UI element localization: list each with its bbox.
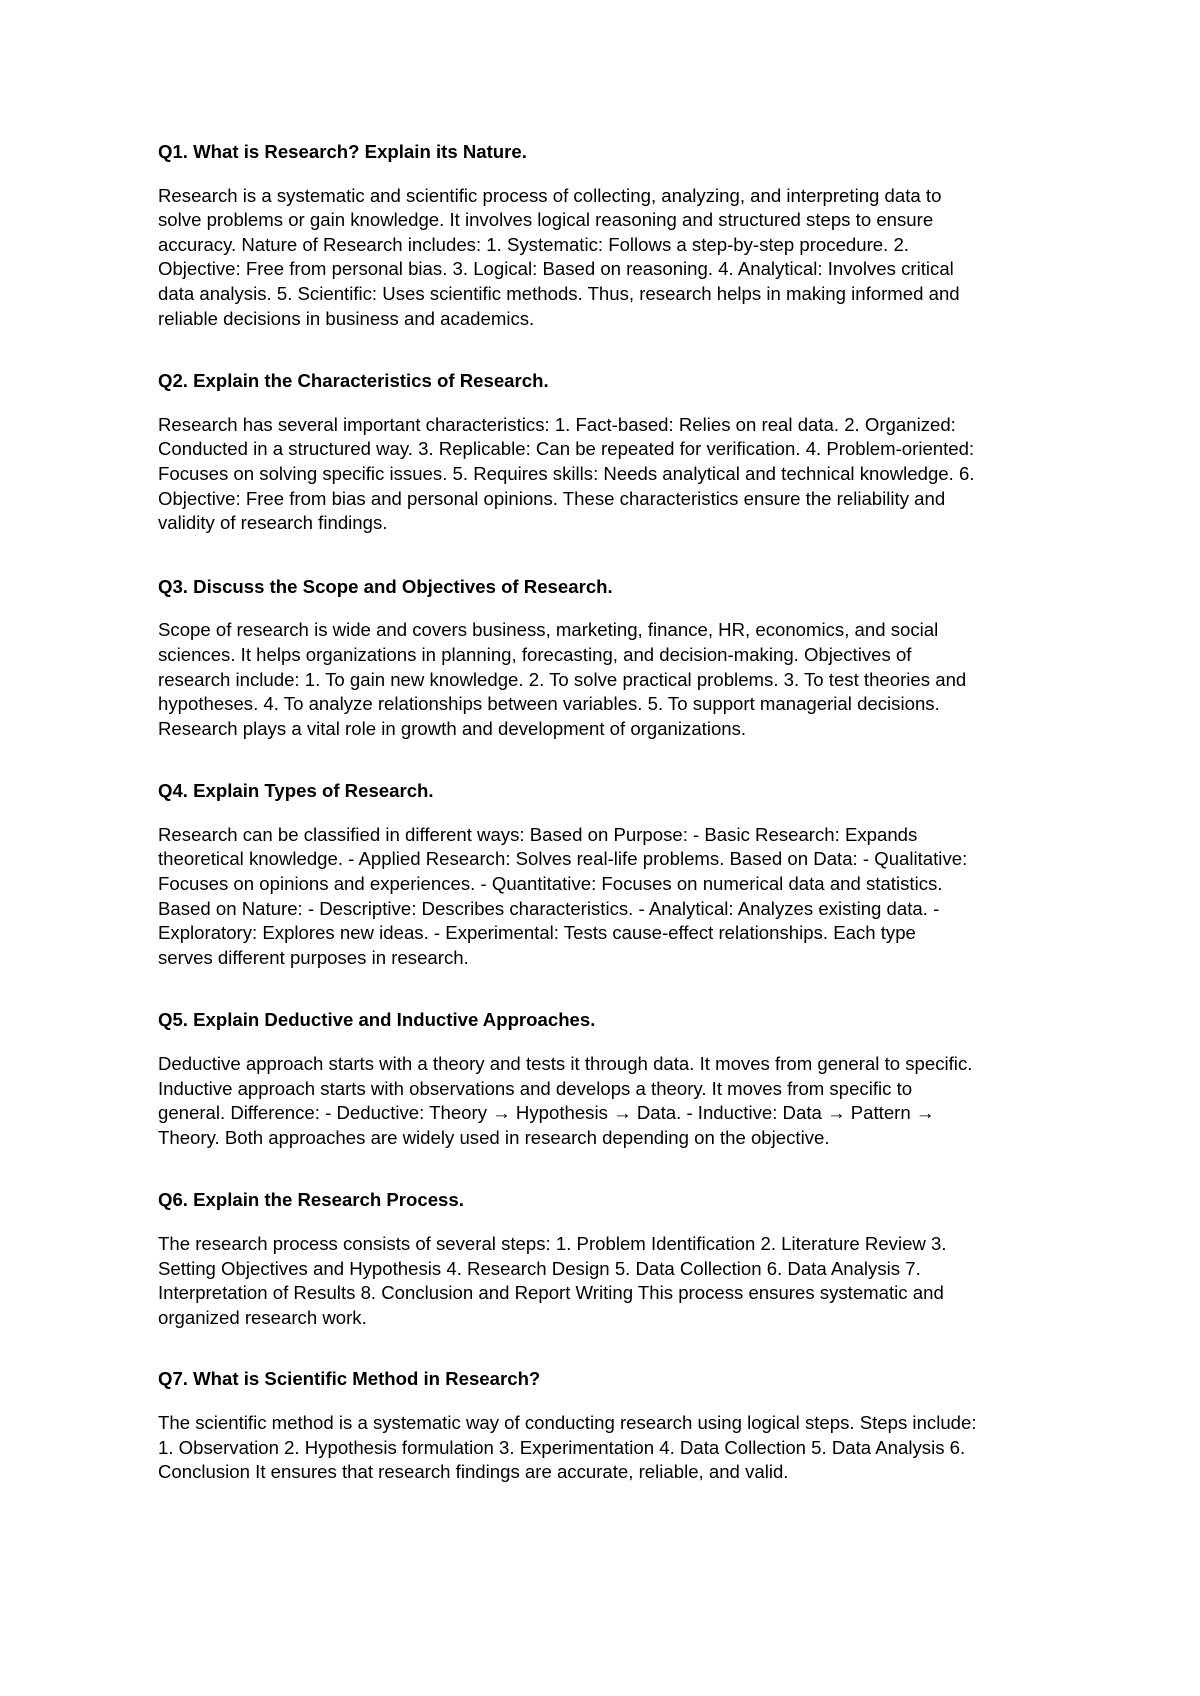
answer-line: accuracy. Nature of Research includes: 1. Systematic: Follows a step-by-step procedure. 2. bbox=[158, 233, 909, 255]
answer-line: organized research work. bbox=[158, 1306, 367, 1328]
answer-paragraph bbox=[158, 618, 1058, 741]
answer-line: Inductive approach starts with observations and develops a theory. It moves from specific to bbox=[158, 1077, 913, 1099]
section-q6 bbox=[158, 1188, 1058, 1330]
section-q2 bbox=[158, 369, 1058, 536]
answer-line: theoretical knowledge. - Applied Research: Solves real-life problems. Based on Data: - Qualitative: bbox=[158, 848, 968, 870]
section-q1 bbox=[158, 140, 1058, 331]
answer-line: 1. Observation 2. Hypothesis formulation 3. Experimentation 4. Data Collection 5. Data Analysis 6. bbox=[158, 1436, 966, 1458]
question-title: Q2. Explain the Characteristics of Research. bbox=[158, 370, 549, 392]
answer-line: hypotheses. 4. To analyze relationships between variables. 5. To support managerial decisions. bbox=[158, 693, 940, 715]
answer-line: Objective: Free from personal bias. 3. Logical: Based on reasoning. 4. Analytical: Involves critical bbox=[158, 258, 954, 280]
answer-line: Theory. Both approaches are widely used in research depending on the objective. bbox=[158, 1126, 830, 1148]
answer-paragraph bbox=[158, 1052, 1058, 1150]
answer-line: data analysis. 5. Scientific: Uses scientific methods. Thus, research helps in making informed and bbox=[158, 282, 960, 304]
answer-line: Based on Nature: - Descriptive: Describes characteristics. - Analytical: Analyzes existing data. - bbox=[158, 897, 940, 919]
answer-line: The research process consists of several steps: 1. Problem Identification 2. Literature Review 3. bbox=[158, 1233, 947, 1254]
answer-paragraph bbox=[158, 823, 1058, 971]
answer-paragraph bbox=[158, 1411, 1058, 1485]
answer-line: Exploratory: Explores new ideas. - Experimental: Tests cause-effect relationships. Each type bbox=[158, 922, 916, 944]
answer-line: research include: 1. To gain new knowledge. 2. To solve practical problems. 3. To test theories and bbox=[158, 668, 967, 690]
answer-line: Research has several important characteristics: 1. Fact-based: Relies on real data. 2. Organized: bbox=[158, 413, 956, 435]
answer-line: Interpretation of Results 8. Conclusion and Report Writing This process ensures systematic and bbox=[158, 1282, 944, 1304]
question-title: Q3. Discuss the Scope and Objectives of Research. bbox=[158, 575, 613, 597]
answer-paragraph bbox=[158, 413, 1058, 536]
answer-line: serves different purposes in research. bbox=[158, 946, 469, 968]
answer-line: Conclusion It ensures that research findings are accurate, reliable, and valid. bbox=[158, 1461, 789, 1483]
question-title: Q5. Explain Deductive and Inductive Approaches. bbox=[158, 1009, 596, 1031]
document-page bbox=[158, 140, 1058, 1523]
answer-line: Conducted in a structured way. 3. Replicable: Can be repeated for verification. 4. Problem-oriented: bbox=[158, 438, 975, 460]
answer-line: sciences. It helps organizations in planning, forecasting, and decision-making. Objectives of bbox=[158, 643, 912, 665]
answer-line: validity of research findings. bbox=[158, 512, 388, 534]
answer-paragraph bbox=[158, 1232, 1058, 1330]
answer-line: Focuses on opinions and experiences. - Quantitative: Focuses on numerical data and statistics. bbox=[158, 873, 943, 895]
section-q5 bbox=[158, 1008, 1058, 1150]
question-title: Q1. What is Research? Explain its Nature. bbox=[158, 141, 527, 162]
question-title: Q7. What is Scientific Method in Research? bbox=[158, 1368, 541, 1390]
answer-line: Research plays a vital role in growth and development of organizations. bbox=[158, 717, 747, 739]
section-q3 bbox=[158, 575, 1058, 742]
answer-line: solve problems or gain knowledge. It involves logical reasoning and structured steps to ensure bbox=[158, 209, 934, 231]
answer-line: Scope of research is wide and covers business, marketing, finance, HR, economics, and social bbox=[158, 619, 939, 641]
section-q4 bbox=[158, 779, 1058, 970]
answer-line: Research is a systematic and scientific process of collecting, analyzing, and interpreting data to bbox=[158, 184, 942, 206]
answer-line: Focuses on solving specific issues. 5. Requires skills: Needs analytical and technical knowledge. 6. bbox=[158, 462, 975, 484]
answer-line: The scientific method is a systematic way of conducting research using logical steps. Steps include: bbox=[158, 1411, 977, 1433]
answer-line: Research can be classified in different ways: Based on Purpose: - Basic Research: Expands bbox=[158, 823, 918, 845]
answer-line: Setting Objectives and Hypothesis 4. Research Design 5. Data Collection 6. Data Analysis 7. bbox=[158, 1257, 921, 1279]
question-title: Q4. Explain Types of Research. bbox=[158, 780, 434, 802]
answer-line: Objective: Free from bias and personal opinions. These characteristics ensure the reliability and bbox=[158, 487, 946, 509]
section-q7 bbox=[158, 1367, 1058, 1484]
question-title: Q6. Explain the Research Process. bbox=[158, 1189, 464, 1211]
answer-paragraph bbox=[158, 184, 1058, 332]
answer-line: Deductive approach starts with a theory and tests it through data. It moves from general to specific. bbox=[158, 1053, 973, 1075]
answer-line: general. Difference: - Deductive: Theory → Hypothesis → Data. - Inductive: Data → Pattern → bbox=[158, 1102, 935, 1124]
answer-line: reliable decisions in business and academics. bbox=[158, 307, 535, 329]
